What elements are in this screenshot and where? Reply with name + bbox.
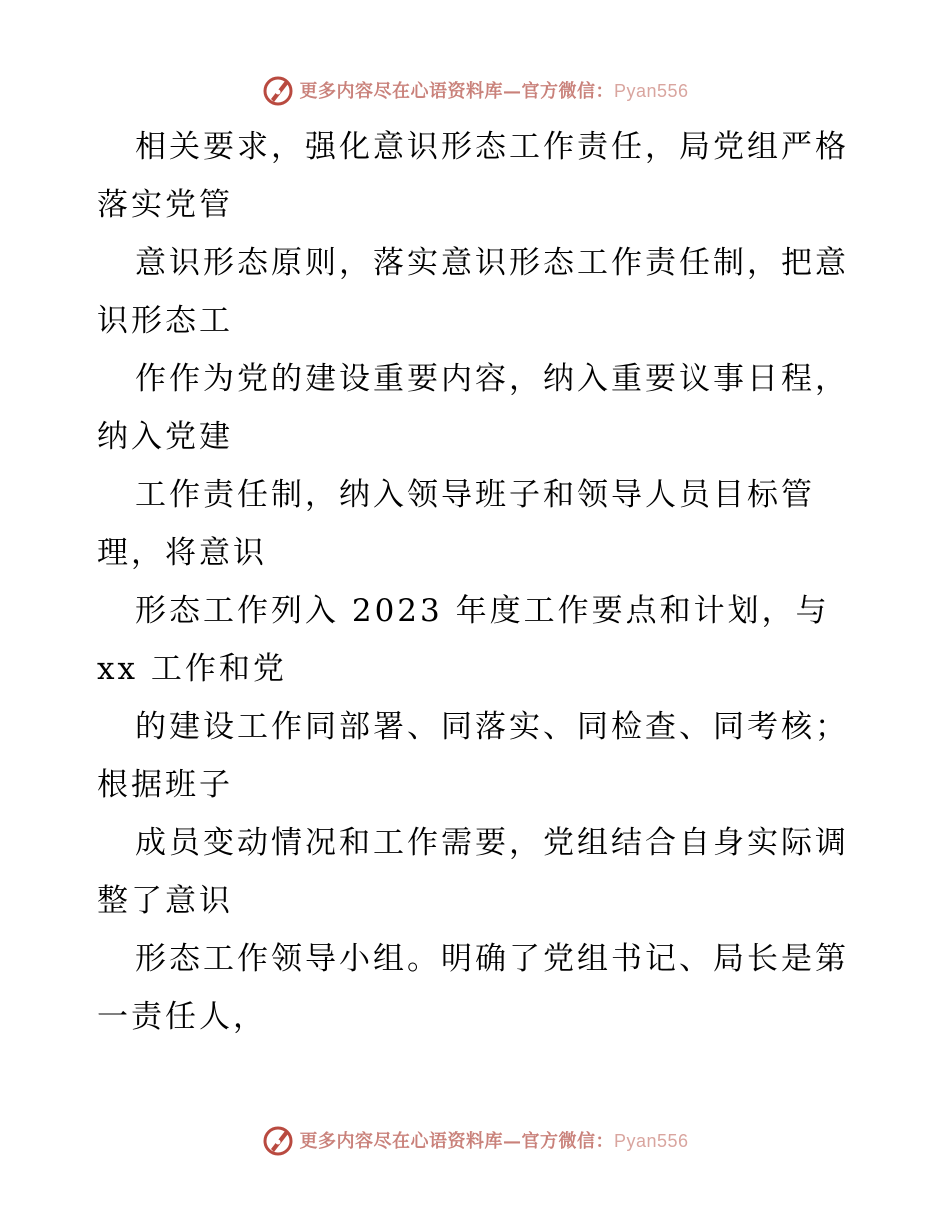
text-line: 理，将意识 bbox=[97, 535, 267, 571]
text-line: 的建设工作同部署、同落实、同检查、同考核； bbox=[135, 709, 849, 745]
header-banner bbox=[0, 70, 950, 110]
wechat-id: Pyan556 bbox=[613, 1131, 689, 1151]
document-body bbox=[97, 118, 857, 1046]
text-line: 作作为党的建设重要内容，纳入重要议事日程， bbox=[135, 361, 849, 397]
footer-banner bbox=[0, 1120, 950, 1160]
banner-text: 更多内容尽在心语资料库—官方微信：Pyan556 bbox=[299, 81, 689, 102]
wechat-id: Pyan556 bbox=[613, 81, 689, 101]
text-line: 意识形态原则，落实意识形态工作责任制，把意 bbox=[135, 245, 849, 281]
banner-text: 更多内容尽在心语资料库—官方微信：Pyan556 bbox=[299, 1131, 689, 1152]
text-line: 成员变动情况和工作需要，党组结合自身实际调 bbox=[135, 825, 849, 861]
text-line: 工作责任制，纳入领导班子和领导人员目标管 bbox=[135, 477, 815, 513]
pen-nib-circle-icon bbox=[261, 73, 295, 107]
text-line: 根据班子 bbox=[97, 767, 233, 803]
text-line: 一责任人， bbox=[97, 999, 267, 1035]
text-line: 形态工作列入 2023 年度工作要点和计划，与 bbox=[135, 593, 830, 629]
text-line: 纳入党建 bbox=[97, 419, 233, 455]
text-line: 整了意识 bbox=[97, 883, 233, 919]
text-line: 落实党管 bbox=[97, 187, 233, 223]
text-line: 形态工作领导小组。明确了党组书记、局长是第 bbox=[135, 941, 849, 977]
text-line: 识形态工 bbox=[97, 303, 233, 339]
text-line: 相关要求，强化意识形态工作责任，局党组严格 bbox=[135, 129, 849, 165]
pen-nib-circle-icon bbox=[261, 1123, 295, 1157]
text-line: xx 工作和党 bbox=[97, 651, 287, 687]
